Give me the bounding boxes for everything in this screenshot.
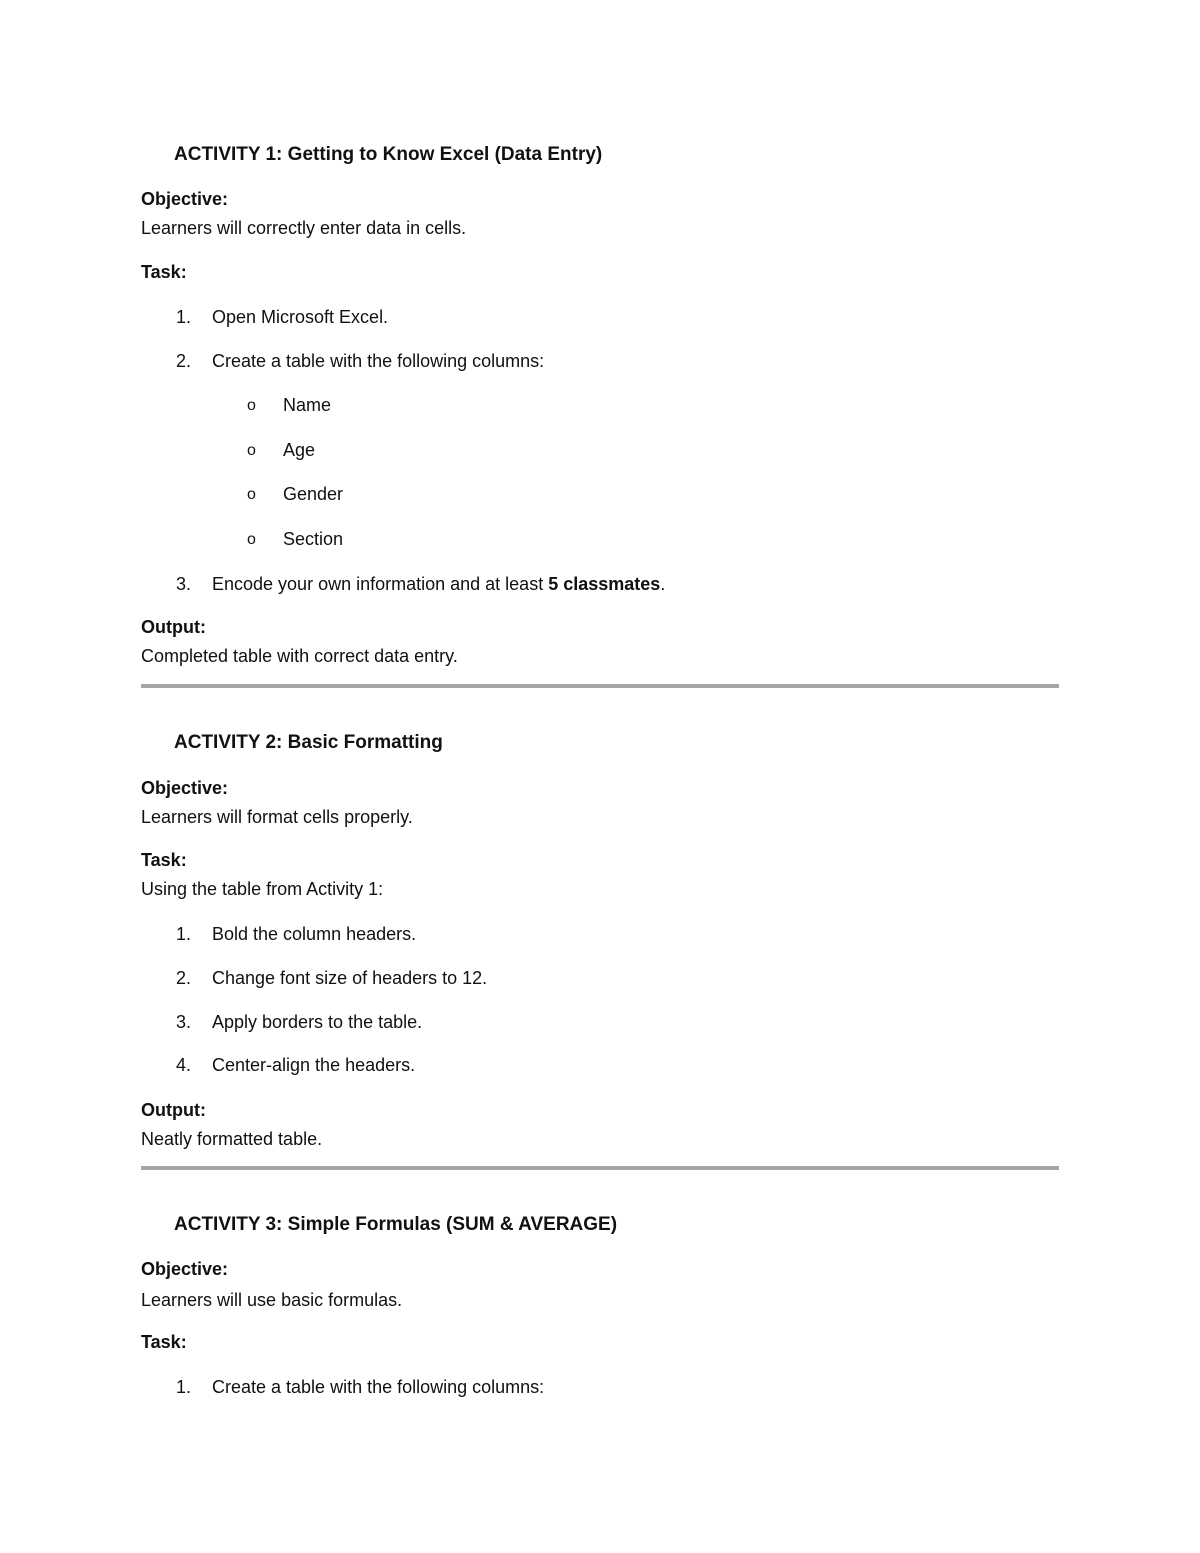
list-number: 2. [176, 351, 192, 371]
activity-1-objective-text: Learners will correctly enter data in cells. [141, 218, 467, 238]
list-item: Open Microsoft Excel. [212, 307, 389, 327]
list-number: 1. [176, 307, 192, 327]
bullet-icon: o [247, 442, 256, 459]
activity-3-task-label: Task: [141, 1332, 187, 1352]
column-item-name: Name [283, 395, 332, 415]
list-item: Apply borders to the table. [212, 1012, 423, 1032]
step-text-end: . [660, 574, 666, 594]
activity-1-objective-label: Objective: [141, 189, 229, 209]
column-item-gender: Gender [283, 484, 344, 504]
column-item-age: Age [283, 440, 316, 460]
list-number: 1. [176, 1377, 192, 1397]
activity-2-task-label: Task: [141, 850, 187, 870]
activity-3-title: ACTIVITY 3: Simple Formulas (SUM & AVERAGE) [174, 1214, 618, 1235]
activity-2-objective-text: Learners will format cells properly. [141, 807, 413, 827]
list-number: 3. [176, 1012, 192, 1032]
list-item: Bold the column headers. [212, 924, 417, 944]
activity-1-title: ACTIVITY 1: Getting to Know Excel (Data Entry) [174, 144, 603, 165]
activity-1-output-label: Output: [141, 617, 206, 637]
list-item: Create a table with the following columns: [212, 1377, 545, 1397]
list-number: 3. [176, 574, 192, 594]
activity-3-objective-text: Learners will use basic formulas. [141, 1290, 403, 1310]
list-number: 2. [176, 968, 192, 988]
list-item: Change font size of headers to 12. [212, 968, 488, 988]
activity-2-output-text: Neatly formatted table. [141, 1129, 323, 1149]
list-number: 1. [176, 924, 192, 944]
activity-2-title: ACTIVITY 2: Basic Formatting [174, 732, 443, 753]
column-item-section: Section [283, 529, 344, 549]
activity-1-output-text: Completed table with correct data entry. [141, 646, 458, 666]
activity-1-task-label: Task: [141, 262, 187, 282]
step-text: Encode your own information and at least [212, 574, 549, 594]
activity-2-task-intro: Using the table from Activity 1: [141, 879, 384, 899]
bullet-icon: o [247, 531, 256, 548]
list-item [212, 573, 665, 595]
activity-2-output-label: Output: [141, 1100, 206, 1120]
list-item: Create a table with the following columns: [212, 351, 545, 371]
list-item: Center-align the headers. [212, 1055, 416, 1075]
horizontal-divider [141, 684, 1059, 688]
bullet-icon: o [247, 397, 256, 414]
bullet-icon: o [247, 486, 256, 503]
list-number: 4. [176, 1055, 192, 1075]
horizontal-divider [141, 1166, 1059, 1170]
activity-2-objective-label: Objective: [141, 778, 229, 798]
activity-3-objective-label: Objective: [141, 1259, 229, 1279]
emphasis-text: 5 classmates [548, 574, 661, 594]
